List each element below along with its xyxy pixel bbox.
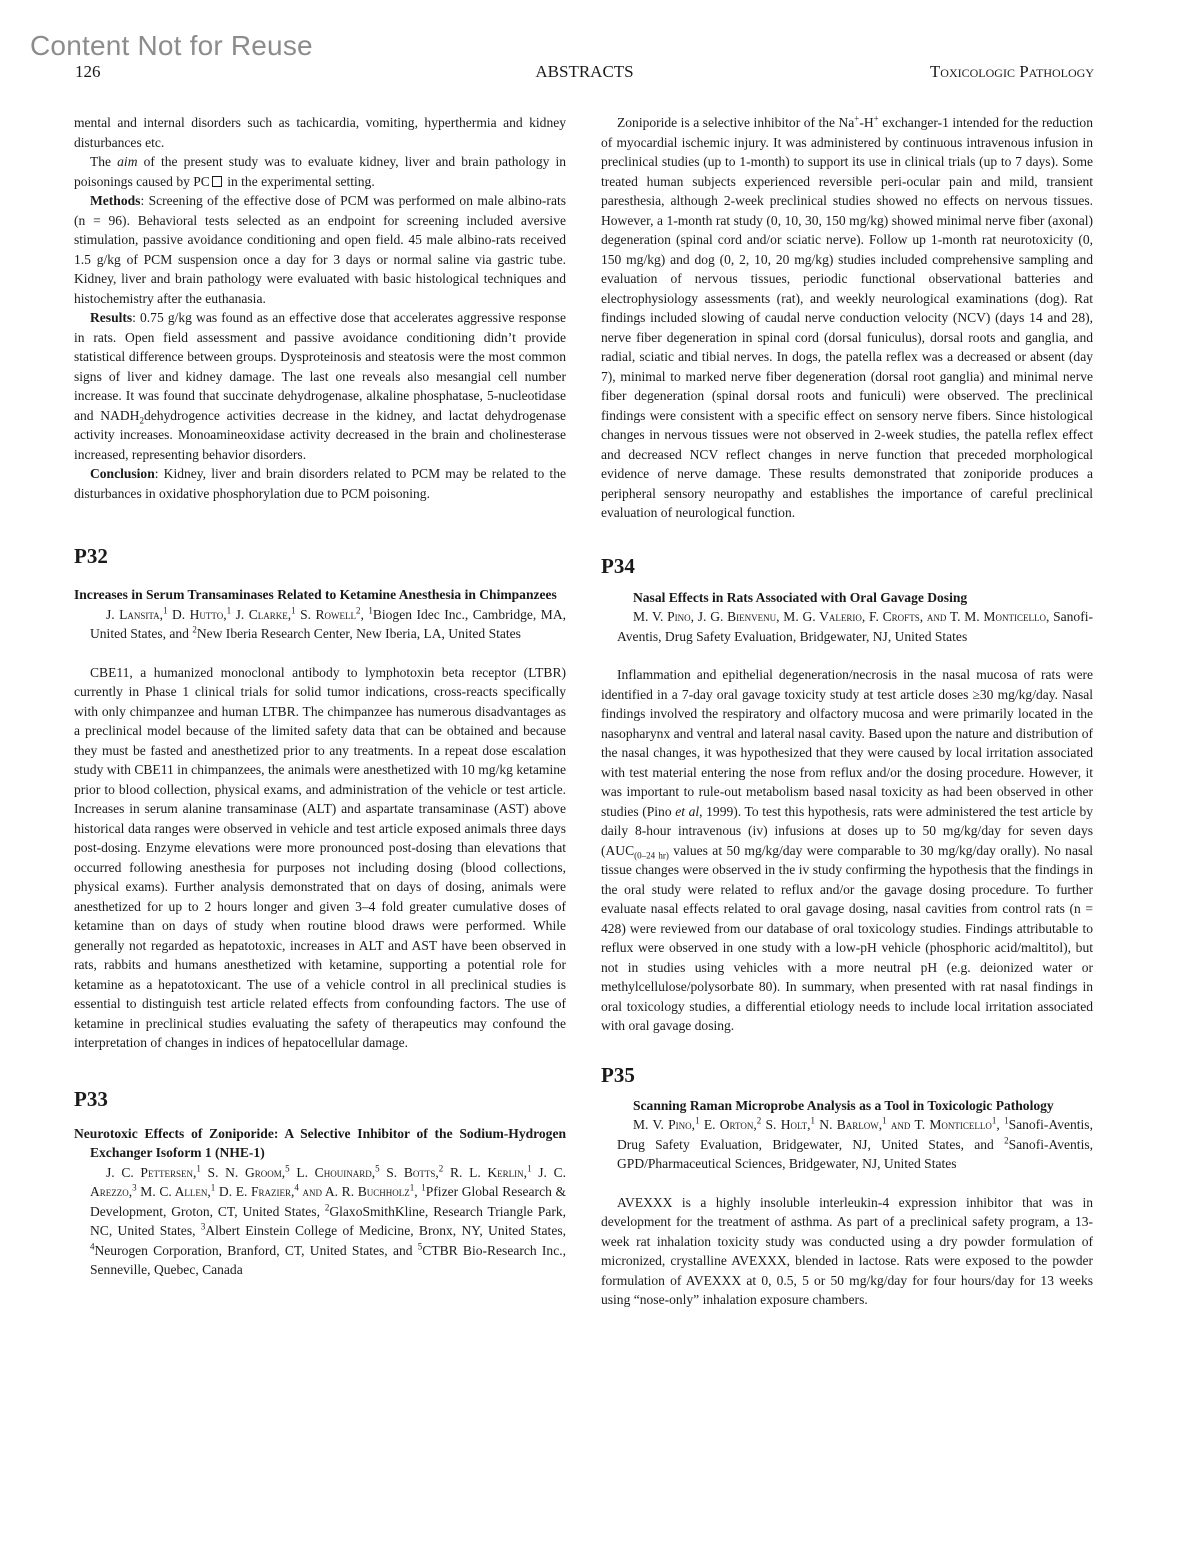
section-title: ABSTRACTS bbox=[535, 62, 634, 81]
abstract-title-p34: Nasal Effects in Rats Associated with Oral Gavage Dosing bbox=[633, 589, 968, 605]
right-column bbox=[601, 113, 1093, 1310]
abstract-authors-p32: J. Lansita,$^1$ D. Hutto,$^1$ J. Clarke,$^1$ S. Rowell$^2$, $^1$Biogen Idec Inc., Cambridge, MA, United States, and $^2$New Iberia Research Center, New Iberia, LA, United States bbox=[90, 604, 566, 641]
abstract-id-p35: P35 bbox=[601, 1062, 635, 1087]
results-paragraph: Results: 0.75 g/kg was found as an effective dose that accelerates aggressive response in rats. Open field assessment and passive avoidance conditioning didn’t provide statistical difference between groups. Dysproteinosis and steatosis were the most common signs of liver and kidney damage. The last one reveals also mesangial cell number increase. It was found that succinate dehydrogenase, alkaline phosphatase, 5-nucleotidase and $NADH_2dehydrogence$ activities decrease in the kidney, and lactat dehydrogenase activity increases. Monoamineoxidase activity decreased in the brain and cholinesterase increased, representing behavior disorders. bbox=[74, 310, 566, 462]
methods-paragraph: Methods: Screening of the effective dose of PCM was performed on male albino-rats (n = 96). Behavioral tests selected as an endpoint for screening included aversive stimulation, passive avoidance conditioning and open field. 45 male albino-rats received 1.5 g/kg of PCM suspension once a day for 3 days or normal saline via gastric tube. Kidney, liver and brain pathology were evaluated with basic histological techniques and histochemistry after the euthanasia. bbox=[74, 193, 566, 306]
abstract-id-p34: P34 bbox=[601, 553, 635, 578]
abstract-authors-p33: J. C. Pettersen,$^1$ S. N. Groom,$^5$ L. Chouinard,$^5$ S. Botts,$^2$ R. L. Kerlin,$^1$ J. C. Arezzo,$^3$ M. C. Allen,$^1$ D. E. Frazier,$^4$ and A. R. Buchholz$^1$, $^1$Pfizer Global Research & Development, Groton, CT, United States, $^2$GlaxoSmithKline, Research Triangle Park, NC, United States, $^3$Albert Einstein College of Medicine, Bronx, NY, United States, $^4$Neurogen Corporation, Branford, CT, United States, and $^5$CTBR Bio-Research Inc., Senneville, Quebec, Canada bbox=[90, 1162, 567, 1277]
abstract-body-p34: Inflammation and epithelial degeneration/necrosis in the nasal mucosa of rats were identified in a 7-day oral gavage toxicity study at test article doses ≥30 mg/kg/day. Nasal findings involved the respiratory and olfactory mucosa and were primarily located in the nasopharynx and ventral and lateral nasal cavity. Based upon the nature and distribution of the nasal changes, it was hypothesized that they were caused by local irritation associated with test material entering the nose from reflux and/or the dosing procedure. However, it was important to rule-out metabolism based nasal toxicity as had been observed in other studies (Pino et al, 1999). To test this hypothesis, rats were administered the test article by daily 8-hour intravenous (iv) infusions at doses up to 50 mg/kg/day for seven days ($AUC_{(0-24 hr)}$ values at 50 mg/kg/day were comparable to 30 mg/kg/day orally). No nasal tissue changes were observed in the iv study confirming the hypothesis that the findings in the oral study were related to reflux and/or the gavage dosing procedure. To further evaluate nasal effects related to oral gavage dosing, nasal cavities from control rats (n = 428) were reviewed from our database of oral toxicology studies. Findings attributable to reflux were observed in one study with a low-pH vehicle (phosphoric acid/maltitol), but not in studies using vehicles with a more neutral pH (e.g. deionized water or methylcellulose/polysorbate 80). In summary, when presented with rat nasal findings in oral toxicology studies, a differential etiology needs to include local irritation associated with oral gavage dosing. bbox=[601, 667, 1094, 1033]
conclusion-paragraph: Conclusion: Kidney, liver and brain disorders related to PCM may be related to the disturbances in oxidative phosphorylation due to PCM poisoning. bbox=[74, 466, 566, 501]
abstract-title-p33: Neurotoxic Effects of Zoniporide: A Selective Inhibitor of the Sodium-Hydrogen Exchanger Isoform 1 (NHE-1) bbox=[74, 1125, 566, 1160]
page-number: 126 bbox=[75, 62, 101, 81]
left-column bbox=[74, 113, 566, 1280]
abstract-authors-p34: M. V. Pino, J. G. Bienvenu, M. G. Valerio, F. Crofts, and T. M. Monticello, Sanofi-Aventis, Drug Safety Evaluation, Bridgewater, NJ, United States bbox=[617, 609, 1093, 644]
unknown-glyph-box bbox=[212, 176, 222, 187]
abstract-id-p33: P33 bbox=[74, 1086, 108, 1111]
abstract-title-p35: Scanning Raman Microprobe Analysis as a Tool in Toxicologic Pathology bbox=[633, 1097, 1054, 1113]
abstract-body-p35: AVEXXX is a highly insoluble interleukin-4 expression inhibitor that was in development for the treatment of asthma. As part of a preclinical safety program, a 13-week rat inhalation toxicity study was conducted using a dry powder formulation of micronized, crystalline AVEXXX, blended in lactose. Rats were exposed to the powder formulation of AVEXXX at 0, 0.5, 5 or 50 mg/kg/day for four hours/day for 13 weeks using “nose-only” inhalation exposure chambers. bbox=[601, 1194, 1093, 1307]
continued-paragraph: mental and internal disorders such as tachicardia, vomiting, hyperthermia and kidney disturbances etc. bbox=[74, 115, 566, 150]
abstract-body-p32: CBE11, a humanized monoclonal antibody to lymphotoxin beta receptor (LTBR) currently in Phase 1 clinical trials for solid tumor indications, cross-reacts specifically with only chimpanzee and human LTBR. The chimpanzee has numerous disadvantages as a preclinical model because of the limited safety data that can be obtained and because they must be fasted and anesthetized prior to any treatments. In a repeat dose escalation study with CBE11 in chimpanzees, the animals were anesthetized with 10 mg/kg ketamine prior to blood collection, physical exams, and administration of the vehicle or test article. Increases in serum alanine transaminase (ALT) and aspartate transaminase (AST) above historical data ranges were observed in vehicle and test article exposed animals three days post-dosing. Enzyme elevations were more pronounced post-dosing than elevations that occurred following anesthesia for purposes not including dosing (blood collections, physical exams). Further analysis demonstrated that on days of dosing, animals were anesthetized for up to 2 hours longer and given 3–4 fold greater cumulative doses of ketamine than on days of study when routine blood draws were performed. While generally not regarded as hepatotoxic, increases in ALT and AST have been observed in rats, rabbits and humans anesthetized with ketamine, supporting a potential role for ketamine as a hepatotoxicant. The use of a vehicle control in all preclinical studies is essential to distinguish test article related effects from confounding factors. The use of ketamine in preclinical studies evaluating the safety of therapeutics may confound the interpretation of changes in indices of hepatocellular damage. bbox=[74, 664, 566, 1050]
abstract-title-p32: Increases in Serum Transaminases Related to Ketamine Anesthesia in Chimpanzees bbox=[74, 587, 557, 602]
zoniporide-paragraph: Zoniporide is a selective inhibitor of the Na+-H+ exchanger-1 intended for the reduction of myocardial ischemic injury. It was administered by continuous intravenous infusion in preclinical studies (up to 1-month) to support its use in clinical trials (up to 7 days). Some treated human subjects experienced reversible peri-ocular pain and mild, transient paresthesia, although 2-week preclinical studies showed no effects on nervous tissues. However, a 1-month rat study (0, 10, 30, 150 mg/kg) showed minimal nerve fiber (axonal) degeneration (spinal cord and/or sciatic nerve). Follow up 1-month rat neurotoxicity (0, 150 mg/kg) and dog (0, 2, 10, 20 mg/kg) studies included comprehensive sampling and evaluation of nervous tissues, periodic functional observational batteries and electrophysiology assessments (rat), and weekly neurological examinations (dog). Rat findings included slowing of caudal nerve conduction velocity (NCV) (days 14 and 28), nerve fiber degeneration in spinal cord (dorsal funiculus), dorsal roots and ganglia, and radial, sciatic and tibial nerves. In dogs, the patella reflex was a decreased or absent (day 7), minimal to marked nerve fiber degeneration (dorsal root ganglia) and minimal nerve fiber degeneration (spinal dorsal roots and funiculi) were observed. The preclinical findings were consistent with a specific effect on sensory nerve fibers. Since histological changes in nervous tissues were not observed in 2-week studies, the patella reflex effect and decreased NCV reflect changes in nerve function that preceded morphological evidence of nerve damage. These results demonstrated that zoniporide produces a peripheral sensory neuropathy and establishes the importance of careful preclinical evaluation of neurological function. bbox=[601, 113, 1093, 520]
abstract-authors-p35: M. V. Pino,$^1$ E. Orton,$^2$ S. Holt,$^1$ N. Barlow,$^1$ and T. Monticello$^1$, $^1$Sanofi-Aventis, Drug Safety Evaluation, Bridgewater, NJ, United States, and $^2$Sanofi-Aventis, GPD/Pharmaceutical Sciences, Bridgewater, NJ, United States bbox=[617, 1115, 1093, 1171]
journal-name: Toxicologic Pathology bbox=[929, 62, 1094, 81]
watermark-text: Content Not for Reuse bbox=[30, 30, 313, 61]
abstract-id-p32: P32 bbox=[74, 544, 108, 568]
aim-paragraph: The aim of the present study was to evaluate kidney, liver and brain pathology in poisonings caused by PC in the experimental setting. bbox=[74, 154, 566, 189]
running-head bbox=[75, 62, 1094, 86]
